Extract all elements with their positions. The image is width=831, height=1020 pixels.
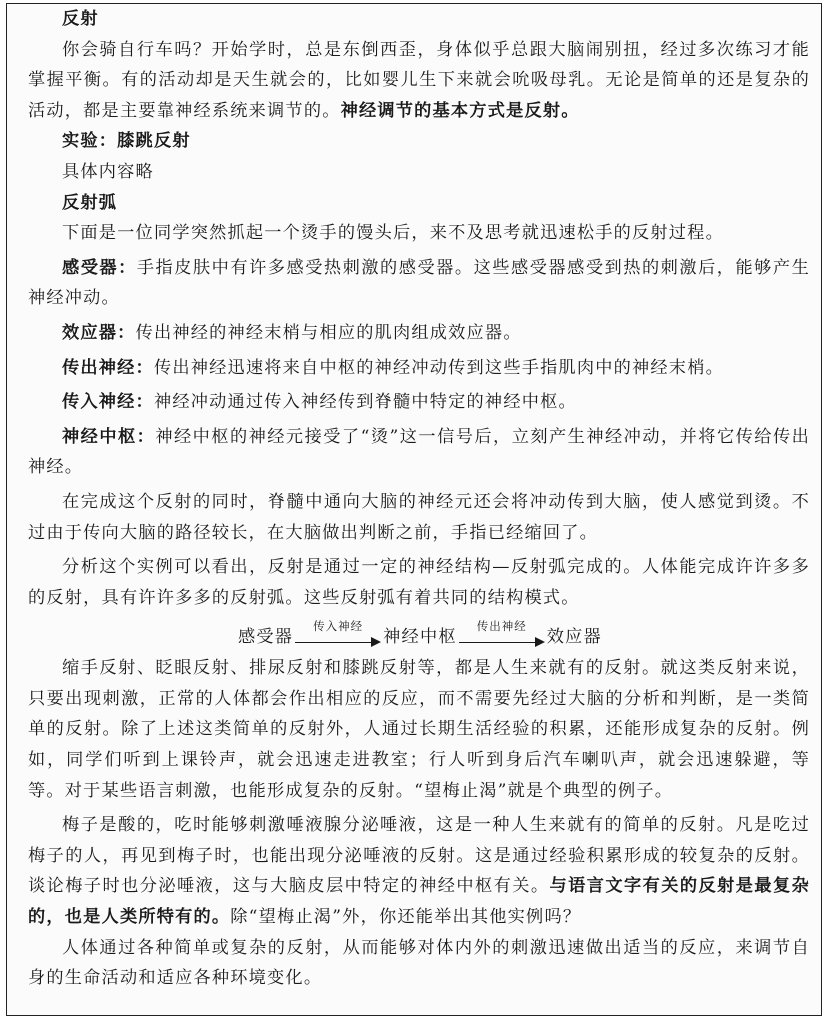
arrow-label: 传入神经 [313, 618, 364, 633]
diagram-node-effector: 效应器 [546, 627, 602, 648]
arc-term: 感受器： [62, 257, 137, 278]
arc-text: 神经中枢的神经元接受了“烫”这一信号后，立刻产生神经冲动，并将它传给传出神经。 [28, 426, 810, 478]
arrow-right-icon [371, 637, 381, 647]
arrow-line [459, 642, 537, 643]
diagram-node-receptor: 感受器 [238, 627, 294, 648]
arc-item-afferent-nerve [28, 387, 810, 418]
conclusion-paragraph: 人体通过各种简单或复杂的反射，从而能够对体内外的刺激迅速做出适当的反应，来调节自身的生命活动和适应各种环境变化。 [28, 937, 810, 989]
section-title: 反射 [62, 9, 99, 29]
arc-text: 传出神经的神经末梢与相应的肌肉组成效应器。 [135, 322, 522, 343]
arc-text: 传出神经迅速将来自中枢的神经冲动传到这些手指肌肉中的神经末梢。 [153, 357, 724, 378]
arc-term: 效应器： [62, 322, 136, 343]
analysis-paragraph: 分析这个实例可以看出，反射是通过一定的神经结构—反射弧完成的。人体能完成许许多多的反射，具有许许多多的反射弧。这些反射弧有着共同的结构模式。 [28, 557, 810, 608]
arc-item-efferent-nerve [28, 353, 810, 384]
arc-text: 手指皮肤中有许多感受热刺激的感受器。这些感受器感受到热的刺激后，能够产生神经冲动。 [28, 257, 810, 309]
intro-text: 你会骑自行车吗？开始学时，总是东倒西歪，身体似乎总跟大脑闹别扭，经过多次练习才能掌握平衡。有的活动却是天生就会的，比如婴儿生下来就会吮吸母乳。无论是简单的还是复杂的活动，都是主要靠神经系统来调节的。 [28, 39, 810, 121]
arc-text: 神经冲动通过传入神经传到脊髓中特定的神经中枢。 [153, 392, 577, 413]
plum-paragraph [28, 810, 810, 932]
arc-item-receptor [28, 253, 810, 314]
diagram-arrow-efferent [459, 618, 545, 653]
experiment-heading: 实验：膝跳反射 [62, 131, 191, 152]
arrow-label: 传出神经 [476, 618, 527, 633]
simple-reflex-paragraph: 缩手反射、眨眼反射、排尿反射和膝跳反射等，都是人生来就有的反射。就这类反射来说，只要出现刺激，正常的人体都会作出相应的反应，而不需要先经过大脑的分析和判断，是一类简单的反射。除了上述这类简单的反射外，人通过长期生活经验的积累，还能形成复杂的反射。例如，同学们听到上课铃声，就会迅速走进教室；行人听到身后汽车喇叭声，就会迅速躲避，等等。对于某些语言刺激，也能形成复杂的反射。“望梅止渴”就是个典型的例子。 [28, 658, 810, 801]
intro-paragraph [28, 35, 810, 127]
arc-term: 传出神经： [62, 357, 154, 378]
arc-item-nerve-center [28, 422, 810, 483]
reflex-arc-lead: 下面是一位同学突然抓起一个烫手的馒头后，来不及思考就迅速松手的反射过程。 [62, 223, 724, 244]
arc-term: 神经中枢： [62, 426, 156, 447]
arc-item-effector [28, 318, 810, 349]
plum-key-sentence: 与语言文字有关的反射是最复杂的，也是人类所特有的。 [28, 876, 810, 928]
intro-key-sentence: 神经调节的基本方式是反射。 [340, 100, 580, 121]
arc-term: 传入神经： [62, 392, 154, 413]
arrow-right-icon [535, 637, 545, 647]
plum-question: 除“望梅止渴”外，你还能举出其他实例吗？ [230, 907, 582, 928]
plum-text: 梅子是酸的，吃时能够刺激唾液腺分泌唾液，这是一种人生来就有的简单的反射。凡是吃过梅子的人，再见到梅子时，也能出现分泌唾液的反射。这是通过经验积累形成的较复杂的反射。谈论梅子时也分泌唾液，这与大脑皮层中特定的神经中枢有关。 [28, 815, 810, 897]
arrow-line [295, 642, 373, 643]
brain-paragraph: 在完成这个反射的同时，脊髓中通向大脑的神经元还会将冲动传到大脑，使人感觉到烫。不过由于传向大脑的路径较长，在大脑做出判断之前，手指已经缩回了。 [28, 491, 810, 543]
textbook-page [6, 3, 822, 1016]
diagram-arrow-afferent [295, 618, 381, 653]
diagram-node-nerve-center: 神经中枢 [383, 627, 457, 648]
reflex-arc-heading: 反射弧 [62, 192, 118, 213]
page-content [28, 4, 810, 994]
experiment-note: 具体内容略 [62, 161, 154, 182]
reflex-arc-diagram [28, 613, 810, 653]
